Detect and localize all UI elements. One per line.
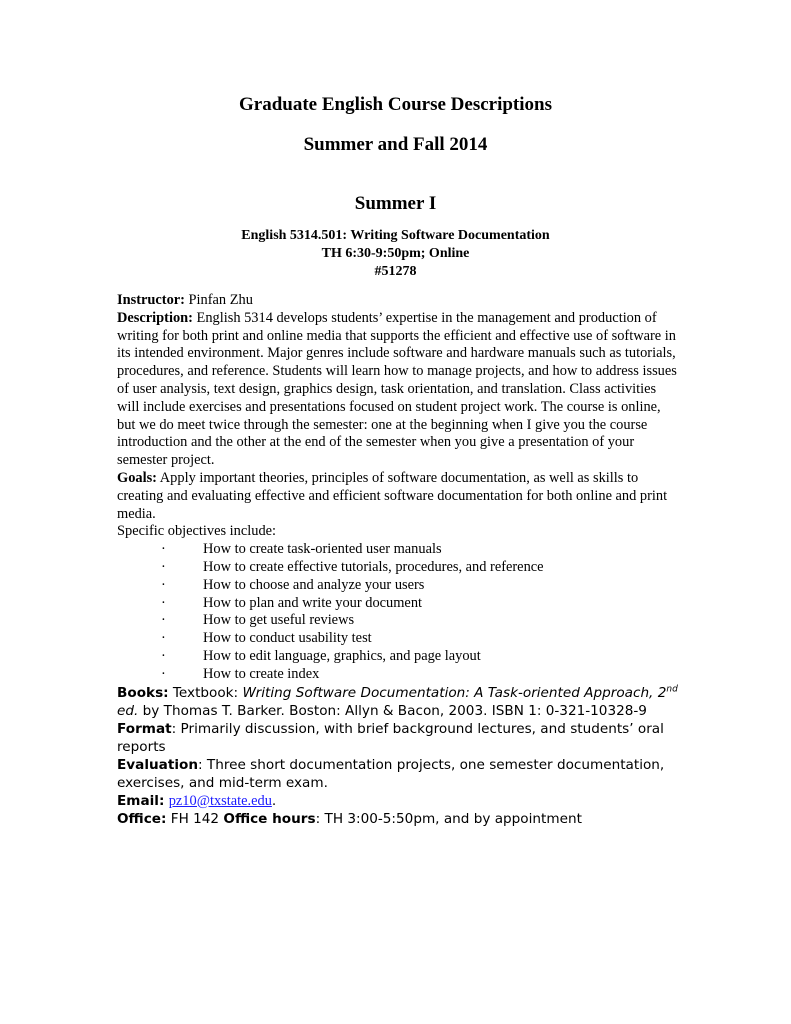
bullet-icon: · [161,576,166,593]
bullet-icon: · [161,541,166,558]
page-title: Graduate English Course Descriptions [239,94,552,115]
book-citation: by Thomas T. Barker. Boston: Allyn & Bacon, 2003. ISBN 1: 0-321-10328-9 [138,702,647,719]
course-number: #51278 [374,264,417,279]
instructor-name: Pinfan Zhu [184,292,253,308]
list-item: · How to get useful reviews [161,612,355,629]
objectives-list [117,541,682,683]
list-item: · How to conduct usability test [161,630,372,647]
list-item: · How to choose and analyze your users [161,576,425,593]
bullet-icon: · [161,594,166,611]
section-heading: Summer I [354,193,437,214]
book-title: Writing Software Documentation: A Task-oriented Approach, 2 [242,684,667,701]
bullet-icon: · [161,665,166,682]
objectives-intro: Specific objectives include: [117,523,277,540]
email-line: Email: pz10@txstate.edu. [117,792,277,809]
list-item: · How to create effective tutorials, procedures, and reference [161,558,544,575]
office-line [117,810,682,828]
course-schedule: TH 6:30-9:50pm; Online [321,246,470,261]
description-text: English 5314 develops students’ expertise in the management and production of writing for both print and online media that supports the efficient and effective use of software in its intended environment. Major genres include software and hardware manuals such as tutorials, procedures, and reference. Students will learn how to manage projects, and how to address issues of user analysis, text design, graphics design, task orientation, and translation. Class activities will include exercises and presentations focused on student project work. The course is online, but we do meet twice through the semester: one at the beginning when I give you the course introduction and the other at the end of the semester when you give a presentation of your semester project. [117,309,677,469]
course-info-block [117,684,682,828]
office-hours-value: : TH 3:00-5:50pm, and by appointment [315,810,582,827]
books-paragraph: Books: Textbook: Writing Software Documentation: A Task-oriented Approach, 2nd ed. by Thomas T. Barker. Boston: Allyn & Bacon, 2003. ISBN 1: 0-321-10328-9 [117,684,678,719]
bullet-icon: · [161,630,166,647]
email-link[interactable]: pz10@txstate.edu [168,792,272,809]
description-label: Description: [117,309,193,326]
format-paragraph: Format: Primarily discussion, with brief background lectures, and students’ oral reports [117,720,664,755]
bullet-icon: · [161,558,166,575]
description-paragraph [117,310,682,470]
course-details [117,292,682,828]
course-title: English 5314.501: Writing Software Documentation [241,228,550,243]
office-room: FH 142 [166,810,224,827]
goals-text: Apply important theories, principles of software documentation, as well as skills to creating and evaluating effective and efficient software documentation for both online and print media. [117,469,668,522]
list-item: · How to plan and write your document [161,594,423,611]
bullet-icon: · [161,612,166,629]
page-subtitle: Summer and Fall 2014 [303,134,488,155]
list-item: · How to edit language, graphics, and page layout [161,647,481,664]
format-label: Format [117,720,172,737]
evaluation-paragraph: Evaluation: Three short documentation projects, one semester documentation, exercises, and mid-term exam. [117,756,665,791]
list-item: · How to create index [161,665,320,682]
email-label: Email: [117,792,165,809]
list-item: · How to create task-oriented user manuals [161,541,442,558]
instructor-line [117,292,682,310]
evaluation-label: Evaluation [117,756,199,773]
books-label: Books: [117,684,169,701]
instructor-label: Instructor: [117,292,185,308]
office-label: Office: [117,810,167,827]
bullet-icon: · [161,647,166,664]
goals-paragraph [117,470,682,523]
office-hours-label: Office hours [223,810,316,827]
goals-label: Goals: [117,469,157,486]
